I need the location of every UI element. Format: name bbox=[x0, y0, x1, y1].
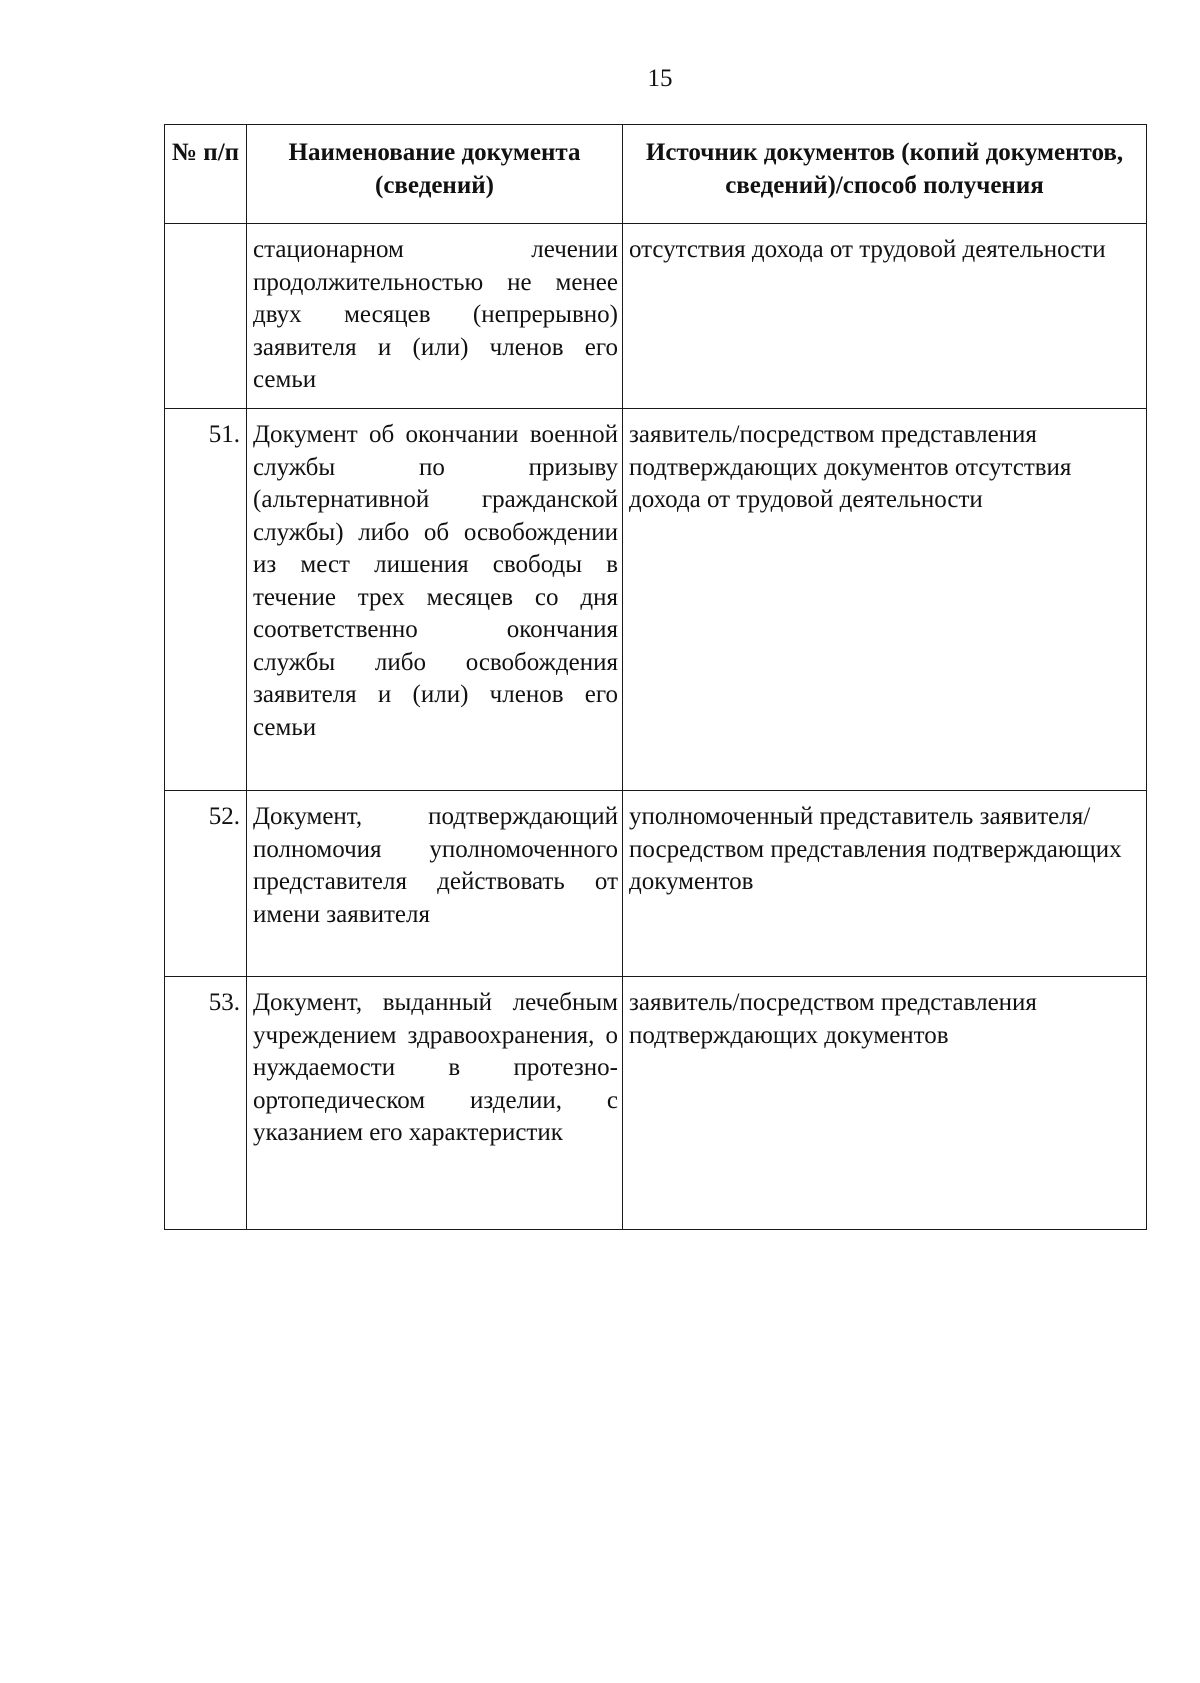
document-source: заявитель/посредством представления подтверждающих документов bbox=[623, 977, 1147, 1230]
table-row bbox=[165, 977, 1147, 1230]
table-header-row bbox=[165, 125, 1147, 224]
table-row bbox=[165, 409, 1147, 791]
document-source: заявитель/посредством представления подтверждающих документов отсутствия дохода от трудовой деятельности bbox=[623, 409, 1147, 791]
header-number: № п/п bbox=[165, 125, 247, 224]
document-source: отсутствия дохода от трудовой деятельности bbox=[623, 224, 1147, 409]
table-row bbox=[165, 791, 1147, 977]
header-document-name: Наименование документа (сведений) bbox=[247, 125, 623, 224]
document-source: уполномоченный представитель заявителя/посредством представления подтверждающих документов bbox=[623, 791, 1147, 977]
documents-table bbox=[164, 124, 1147, 1230]
row-number: 51. bbox=[165, 409, 247, 791]
header-document-source: Источник документов (копий документов, сведений)/способ получения bbox=[623, 125, 1147, 224]
table-row bbox=[165, 224, 1147, 409]
row-number: 53. bbox=[165, 977, 247, 1230]
document-name: Документ, подтверждающий полномочия уполномоченного представителя действовать от имени заявителя bbox=[247, 791, 623, 977]
row-number bbox=[165, 224, 247, 409]
document-name: Документ, выданный лечебным учреждением здравоохранения, о нуждаемости в протезно-ортопедическом изделии, с указанием его характеристик bbox=[247, 977, 623, 1230]
document-name: стационарном лечении продолжительностью не менее двух месяцев (непрерывно) заявителя и (или) членов его семьи bbox=[247, 224, 623, 409]
row-number: 52. bbox=[165, 791, 247, 977]
page-number: 15 bbox=[647, 65, 673, 92]
document-name: Документ об окончании военной службы по призыву (альтернативной гражданской службы) либо об освобождении из мест лишения свободы в течение трех месяцев со дня соответственно окончания службы либо освобождения заявителя и (или) членов его семьи bbox=[247, 409, 623, 791]
